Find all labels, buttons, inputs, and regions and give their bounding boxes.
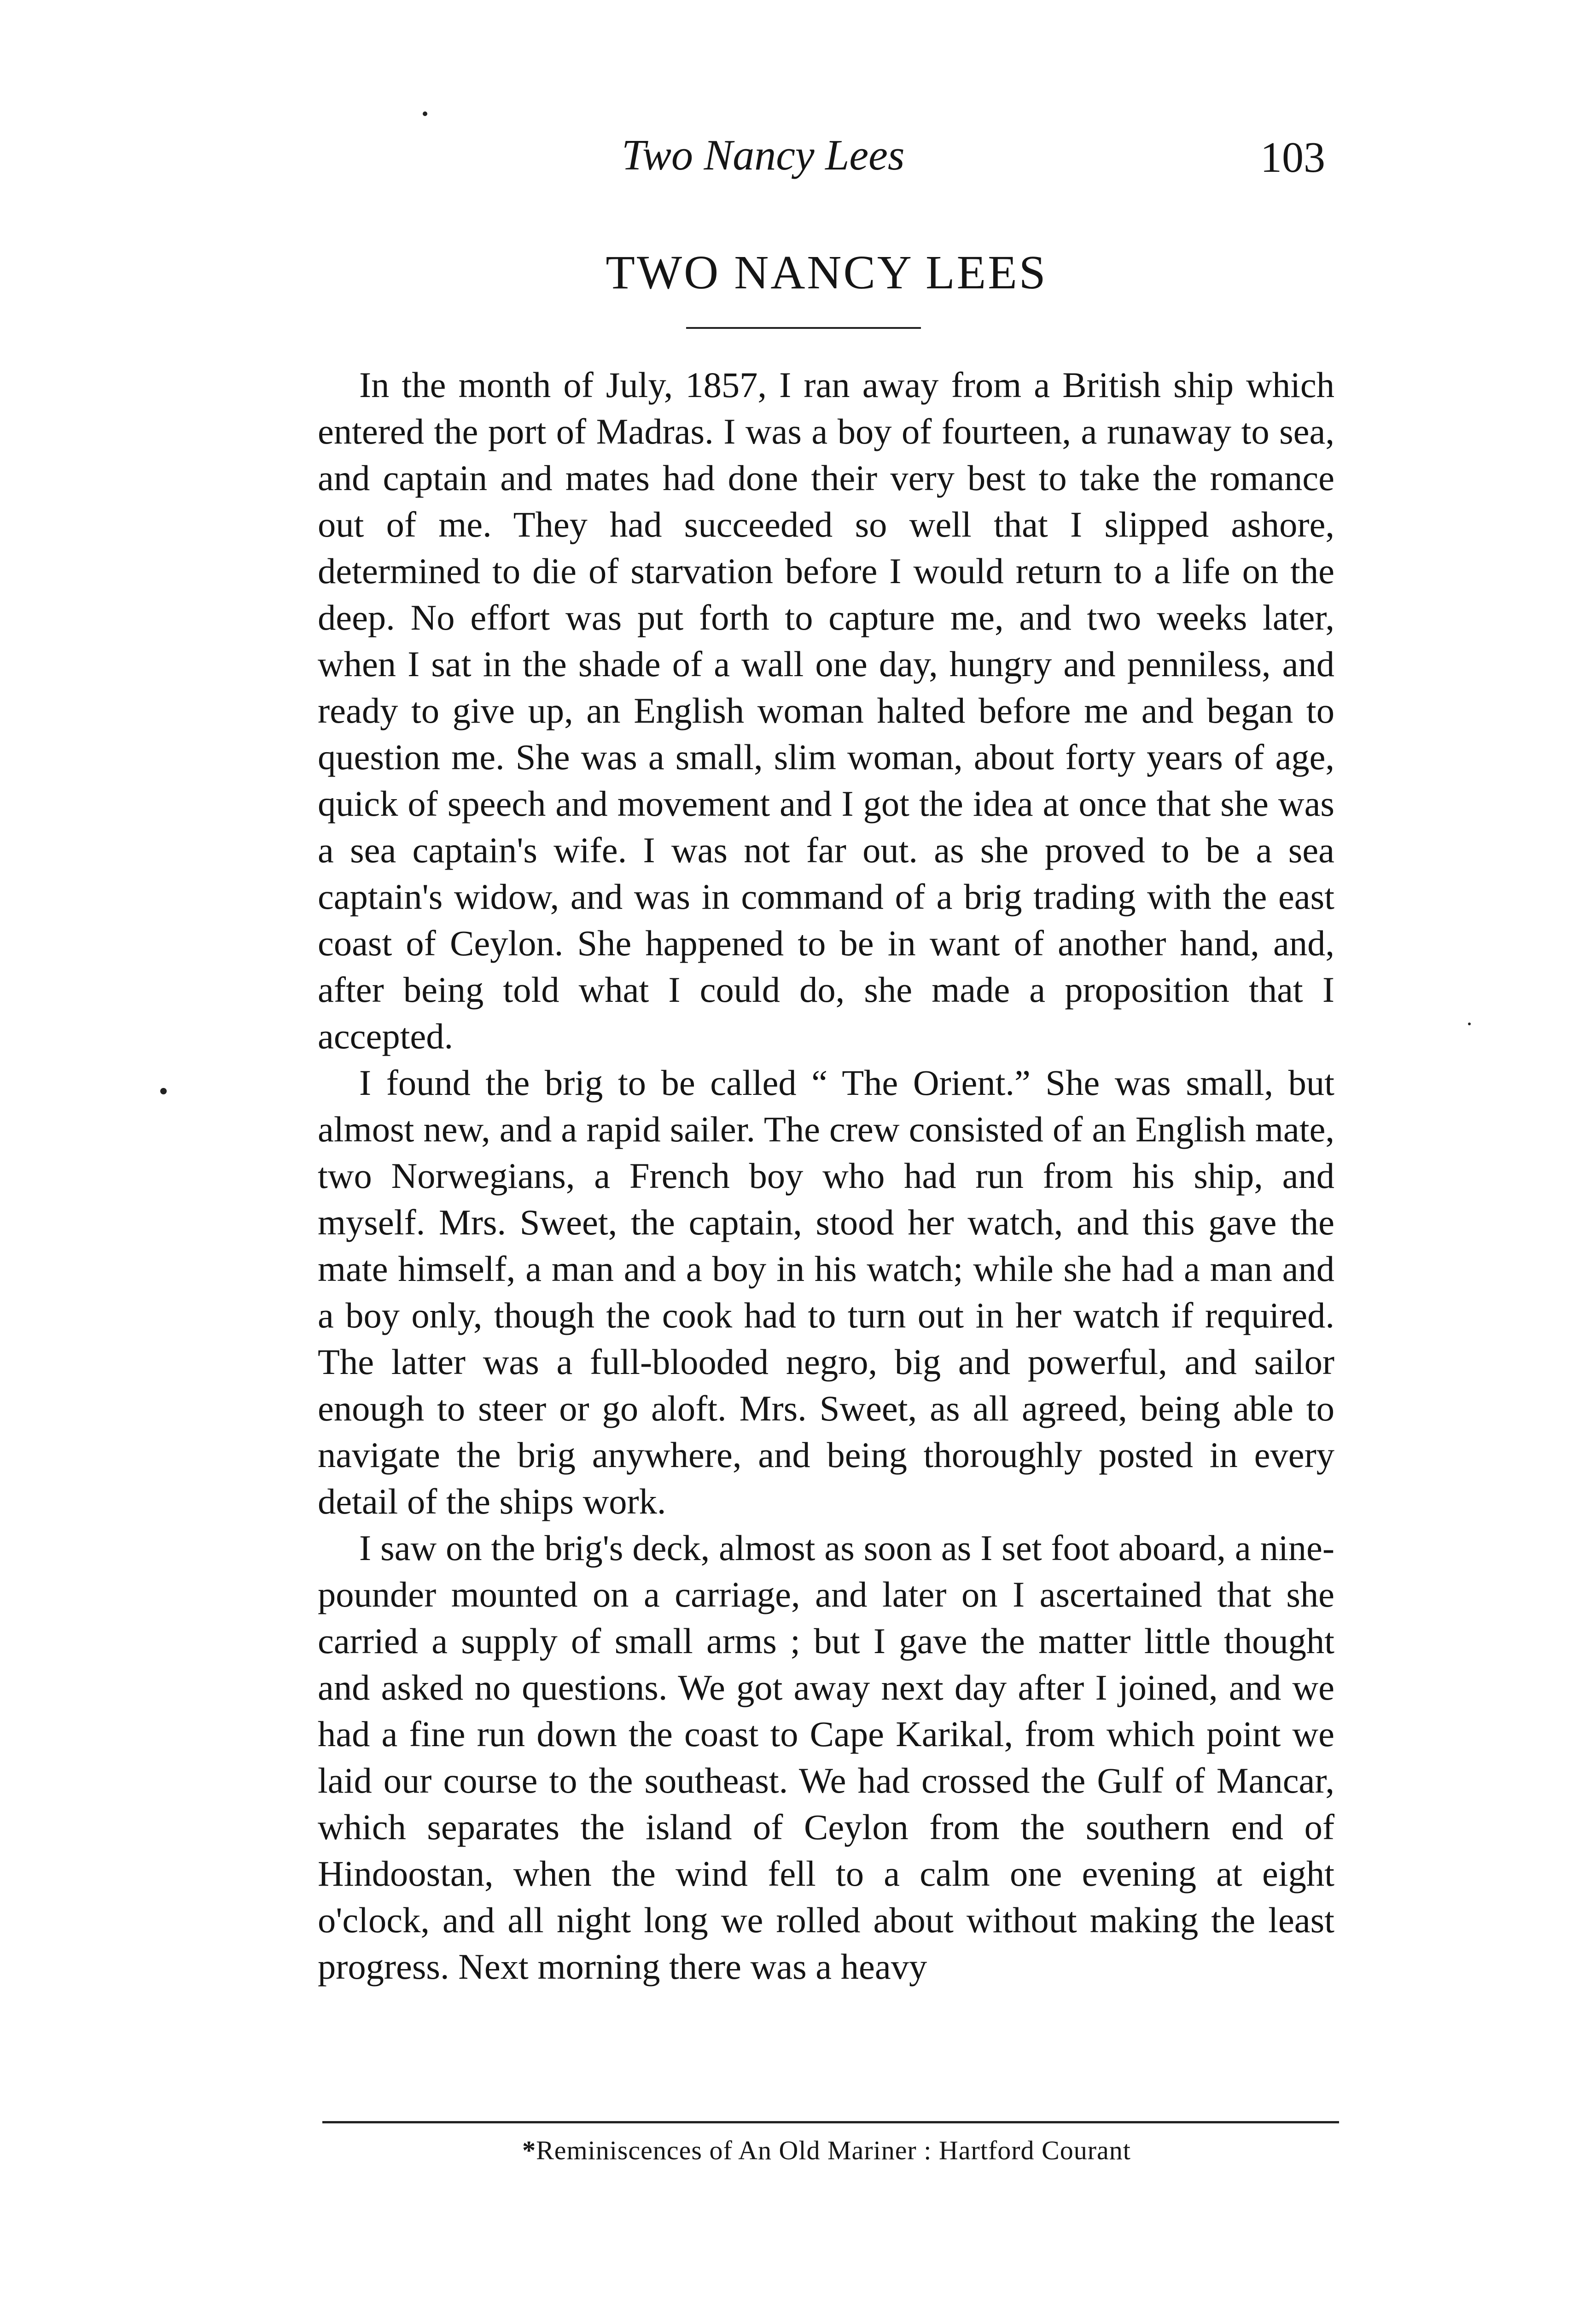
running-head-title: Two Nancy Lees xyxy=(622,131,905,179)
print-speck xyxy=(423,111,427,116)
body-text xyxy=(318,362,1334,1990)
chapter-title: TWO NANCY LEES xyxy=(606,246,1048,299)
footnote xyxy=(318,2137,1335,2164)
footnote-text: Reminiscences of An Old Mariner : Hartford Courant xyxy=(536,2135,1131,2165)
footnote-rule xyxy=(322,2121,1339,2123)
paragraph-3: I saw on the brig's deck, almost as soon as I set foot aboard, a nine-pounder mounted on a carriage, and later on I ascertained that she carried a supply of small arms ; but I gave the matter little thought and asked no questions. We got away next day after I joined, and we had a fine run down the coast to Cape Karikal, from which point we laid our course to the southeast. We had crossed the Gulf of Mancar, which separates the island of Ceylon from the southern end of Hindoostan, when the wind fell to a calm one evening at eight o'clock, and all night long we rolled about without making the least progress. Next morning there was a heavy xyxy=(318,1528,1334,1987)
title-rule xyxy=(686,327,921,329)
paragraph-1: In the month of July, 1857, I ran away from a British ship which entered the port of Madras. I was a boy of fourteen, a runaway to sea, and captain and mates had done their very best to take the romance out of me. They had succeeded so well that I slipped ashore, determined to die of starvation before I would return to a life on the deep. No effort was put forth to capture me, and two weeks later, when I sat in the shade of a wall one day, hungry and penniless, and ready to give up, an English woman halted before me and began to question me. She was a small, slim woman, about forty years of age, quick of speech and movement and I got the idea at once that she was a sea captain's wife. I was not far out. as she proved to be a sea captain's widow, and was in command of a brig trading with the east coast of Ceylon. She happened to be in want of another hand, and, after being told what I could do, she made a proposition that I accepted. xyxy=(318,365,1334,1056)
footnote-marker: * xyxy=(522,2135,536,2165)
print-speck xyxy=(1468,1023,1471,1025)
print-speck xyxy=(160,1088,167,1094)
paragraph-2: I found the brig to be called “ The Orient.” She was small, but almost new, and a rapid sailer. The crew consisted of an English mate, two Norwegians, a French boy who had run from his ship, and myself. Mrs. Sweet, the captain, stood her watch, and this gave the mate himself, a man and a boy in his watch; while she had a man and a boy only, though the cook had to turn out in her watch if required. The latter was a full-blooded negro, big and powerful, and sailor enough to steer or go aloft. Mrs. Sweet, as all agreed, being able to navigate the brig anywhere, and being thoroughly posted in every detail of the ships work. xyxy=(318,1063,1334,1521)
page-number: 103 xyxy=(1260,134,1325,181)
